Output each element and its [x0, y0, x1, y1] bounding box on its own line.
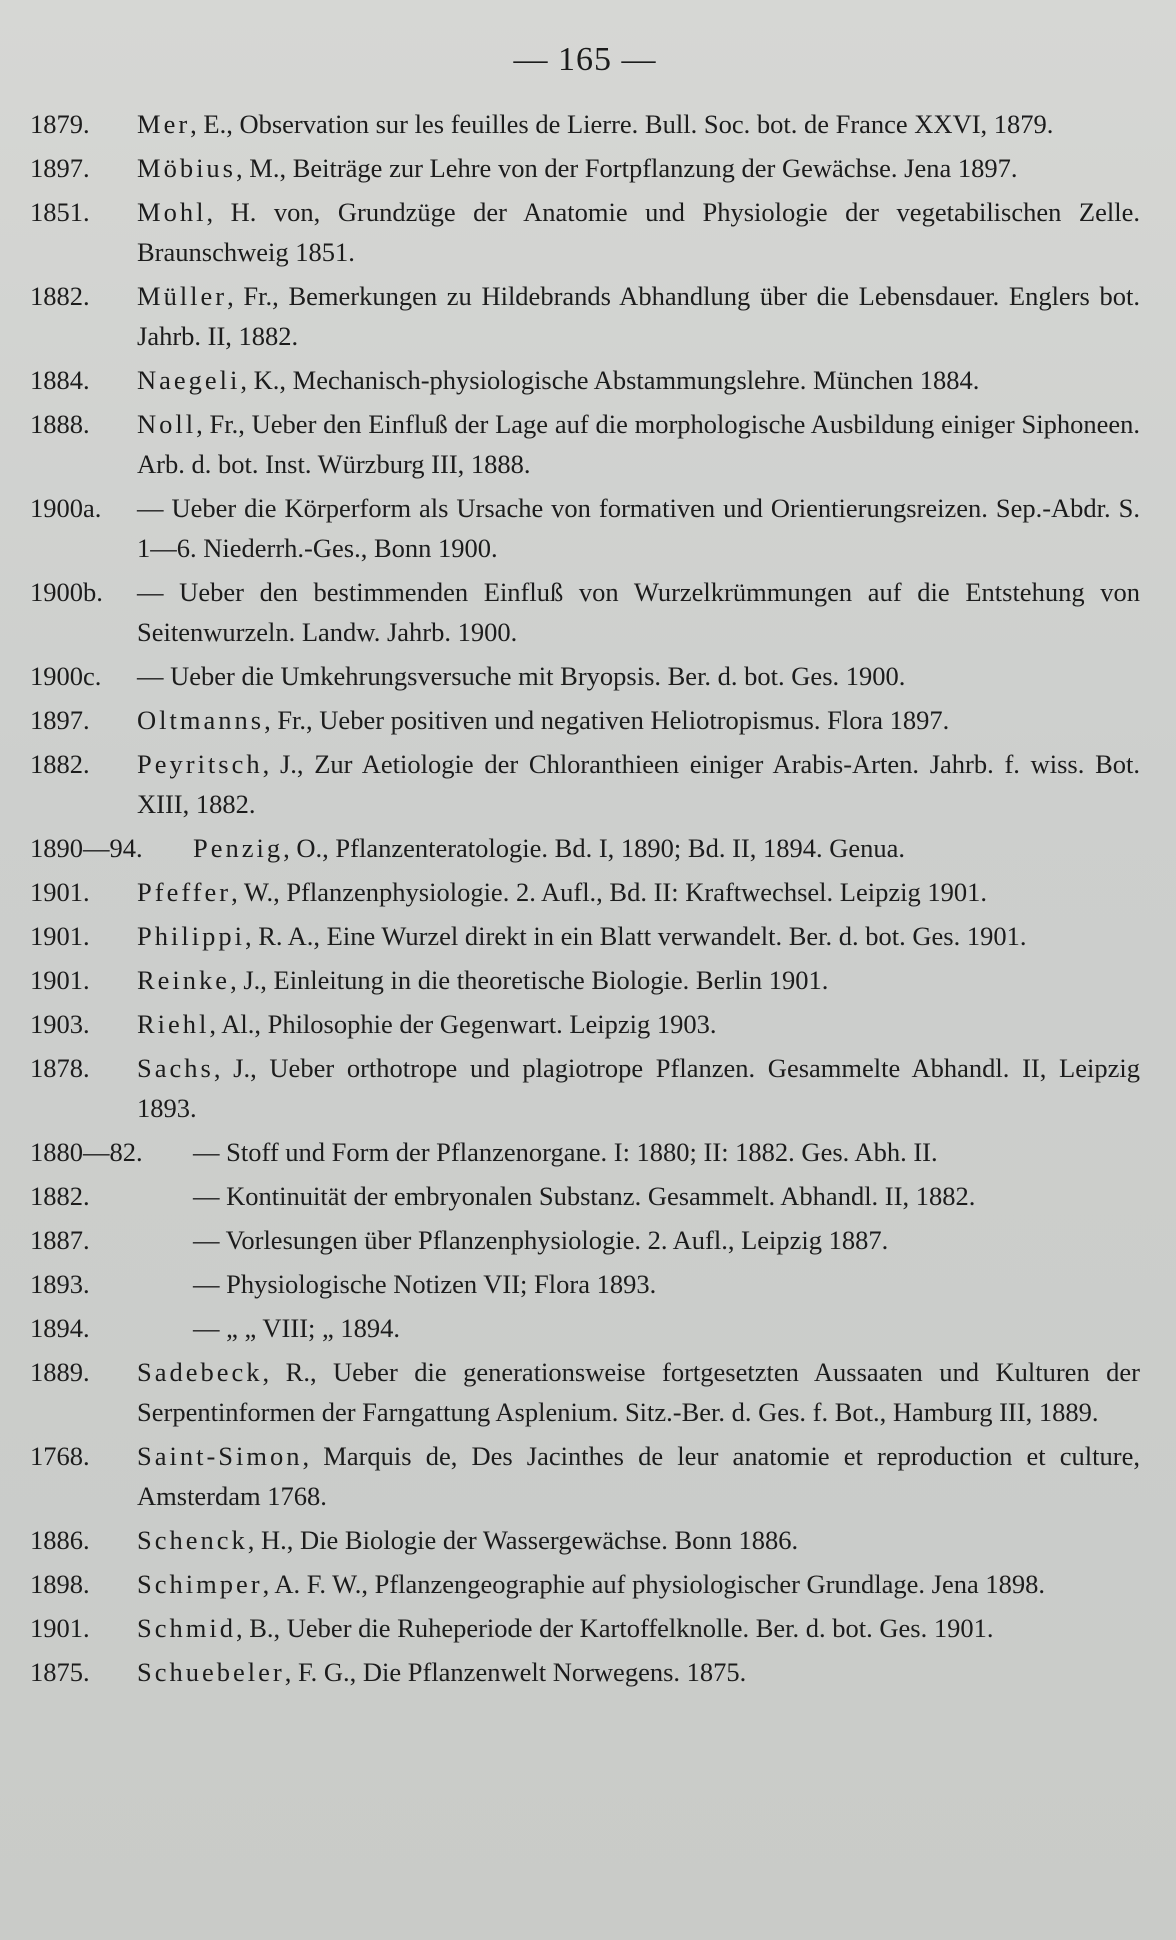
entry-year: 1901.: [30, 877, 90, 907]
entry-citation: , J., Zur Aetiologie der Chloranthieen einiger Arabis-Arten. Jahrb. f. wiss. Bot. XIII, 1882.: [137, 749, 1140, 819]
entry-author: Mohl: [137, 197, 207, 227]
bibliography-entry: [30, 916, 1140, 956]
bibliography-entry: [30, 700, 1140, 740]
entry-text: [137, 1004, 1140, 1044]
entry-citation: — Ueber den bestimmenden Einfluß von Wurzelkrümmungen auf die Entstehung von Seitenwurzeln. Landw. Jahrb. 1900.: [137, 577, 1140, 647]
entry-text: [193, 1220, 1140, 1260]
entry-citation: , Marquis de, Des Jacinthes de leur anatomie et reproduction et culture, Amsterdam 1768.: [137, 1441, 1140, 1511]
entry-citation: , J., Einleitung in die theoretische Biologie. Berlin 1901.: [230, 965, 829, 995]
entry-text: [137, 192, 1140, 272]
entry-citation: , B., Ueber die Ruheperiode der Kartoffelknolle. Ber. d. bot. Ges. 1901.: [235, 1613, 994, 1643]
bibliography-entry: [30, 656, 1140, 696]
entry-text: [137, 1608, 1140, 1648]
entry-text: [137, 744, 1140, 824]
bibliography-entry: [30, 404, 1140, 484]
entry-citation: , Fr., Ueber den Einfluß der Lage auf die morphologische Ausbildung einiger Siphoneen. Arb. d. bot. Inst. Würzburg III, 1888.: [137, 409, 1140, 479]
entry-citation: — Ueber die Umkehrungsversuche mit Bryopsis. Ber. d. bot. Ges. 1900.: [137, 661, 906, 691]
entry-text: [137, 404, 1140, 484]
entry-author: Philippi: [137, 921, 245, 951]
bibliography-entry: [30, 104, 1140, 144]
entry-text: [193, 828, 1140, 868]
entry-text: [137, 572, 1140, 652]
bibliography-entry: [30, 828, 1140, 868]
entry-citation: — Physiologische Notizen VII; Flora 1893.: [193, 1269, 657, 1299]
entry-citation: , K., Mechanisch-physiologische Abstammungslehre. München 1884.: [240, 365, 980, 395]
entry-citation: , Fr., Bemerkungen zu Hildebrands Abhandlung über die Lebensdauer. Englers bot. Jahrb. II, 1882.: [137, 281, 1140, 351]
entry-year: 1900b.: [30, 577, 103, 607]
entry-citation: , Fr., Ueber positiven und negativen Heliotropismus. Flora 1897.: [264, 705, 950, 735]
entry-text: [137, 1436, 1140, 1516]
entry-author: Reinke: [137, 965, 231, 995]
entry-citation: , H. von, Grundzüge der Anatomie und Physiologie der vegetabilischen Zelle. Braunschweig 1851.: [137, 197, 1140, 267]
entry-year: 1901.: [30, 1613, 90, 1643]
entry-author: Sadebeck: [137, 1357, 263, 1387]
bibliography-entry: [30, 276, 1140, 356]
entry-year: 1887.: [30, 1225, 90, 1255]
entry-text: [137, 1564, 1140, 1604]
entry-text: [193, 1176, 1140, 1216]
bibliography-entry: [30, 1352, 1140, 1432]
entry-author: Pfeffer: [137, 877, 232, 907]
entry-year: 1882.: [30, 749, 90, 779]
entry-year: 1893.: [30, 1269, 90, 1299]
entry-author: Oltmanns: [137, 705, 265, 735]
bibliography-entry: [30, 1220, 1140, 1260]
bibliography-entry: [30, 1264, 1140, 1304]
entry-citation: , W., Pflanzenphysiologie. 2. Aufl., Bd. II: Kraftwechsel. Leipzig 1901.: [231, 877, 987, 907]
bibliography-entry: [30, 360, 1140, 400]
entry-text: [137, 1652, 1140, 1692]
page-number: — 165 —: [513, 41, 657, 78]
bibliography-entry: [30, 1048, 1140, 1128]
entry-year: 1878.: [30, 1053, 90, 1083]
entry-author: Mer: [137, 109, 191, 139]
entry-author: Riehl: [137, 1009, 210, 1039]
bibliography-entry: [30, 148, 1140, 188]
entry-text: [193, 1264, 1140, 1304]
bibliography-entry: [30, 488, 1140, 568]
entry-author: Peyritsch: [137, 749, 263, 779]
entry-text: [137, 960, 1140, 1000]
entry-text: [137, 104, 1140, 144]
entry-author: Möbius: [137, 153, 236, 183]
entry-citation: , M., Beiträge zur Lehre von der Fortpflanzung der Gewächse. Jena 1897.: [236, 153, 1018, 183]
entry-year: 1879.: [30, 109, 90, 139]
entry-citation: , O., Pflanzenteratologie. Bd. I, 1890; Bd. II, 1894. Genua.: [283, 833, 906, 863]
entry-citation: , R. A., Eine Wurzel direkt in ein Blatt verwandelt. Ber. d. bot. Ges. 1901.: [244, 921, 1027, 951]
bibliography-entry: [30, 1176, 1140, 1216]
entry-text: [193, 1132, 1140, 1172]
entry-author: Saint-Simon: [137, 1441, 303, 1471]
entry-text: [137, 1520, 1140, 1560]
entry-author: Schimper: [137, 1569, 263, 1599]
bibliography-entry: [30, 744, 1140, 824]
entry-year: 1889.: [30, 1357, 90, 1387]
entry-text: [137, 656, 1140, 696]
entry-text: [137, 276, 1140, 356]
entry-year: 1903.: [30, 1009, 90, 1039]
entry-year: 1900a.: [30, 493, 102, 523]
entry-text: [137, 916, 1140, 956]
bibliography-entry: [30, 1132, 1140, 1172]
entry-citation: , F. G., Die Pflanzenwelt Norwegens. 1875.: [284, 1657, 747, 1687]
entry-citation: , Al., Philosophie der Gegenwart. Leipzig 1903.: [209, 1009, 717, 1039]
bibliography-entry: [30, 1308, 1140, 1348]
entry-text: [137, 1352, 1140, 1432]
entry-author: Naegeli: [137, 365, 241, 395]
bibliography-entry: [30, 572, 1140, 652]
entry-author: Schenck: [137, 1525, 248, 1555]
entry-year: 1890—94.: [30, 833, 143, 863]
bibliography-entry: [30, 1608, 1140, 1648]
entry-year: 1880—82.: [30, 1137, 143, 1167]
entry-citation: — Ueber die Körperform als Ursache von formativen und Orientierungsreizen. Sep.-Abdr. S. 1—6. Niederrh.-Ges., Bonn 1900.: [137, 493, 1140, 563]
entry-author: Schmid: [137, 1613, 236, 1643]
entry-citation: — „ „ VIII; „ 1894.: [193, 1313, 401, 1343]
bibliography-entry: [30, 1436, 1140, 1516]
entry-text: [193, 1308, 1140, 1348]
entry-text: [137, 1048, 1140, 1128]
entry-year: 1900c.: [30, 661, 102, 691]
entry-author: Müller: [137, 281, 228, 311]
entry-author: Sachs: [137, 1053, 214, 1083]
entry-author: Noll: [137, 409, 197, 439]
entry-text: [137, 700, 1140, 740]
entry-citation: , J., Ueber orthotrope und plagiotrope Pflanzen. Gesammelte Abhandl. II, Leipzig 1893.: [137, 1053, 1140, 1123]
entry-author: Penzig: [193, 833, 284, 863]
bibliography-entry: [30, 1564, 1140, 1604]
entry-year: 1901.: [30, 921, 90, 951]
entry-citation: — Vorlesungen über Pflanzenphysiologie. 2. Aufl., Leipzig 1887.: [193, 1225, 889, 1255]
bibliography-entry: [30, 1004, 1140, 1044]
entry-citation: , H., Die Biologie der Wassergewächse. Bonn 1886.: [247, 1525, 799, 1555]
entry-citation: , A. F. W., Pflanzengeographie auf physiologischer Grundlage. Jena 1898.: [262, 1569, 1045, 1599]
entry-citation: — Stoff und Form der Pflanzenorgane. I: 1880; II: 1882. Ges. Abh. II.: [193, 1137, 938, 1167]
entry-year: 1897.: [30, 153, 90, 183]
bibliography-entry: [30, 872, 1140, 912]
entry-year: 1888.: [30, 409, 90, 439]
bibliography-entry: [30, 192, 1140, 272]
bibliography-entry: [30, 1652, 1140, 1692]
entry-year: 1884.: [30, 365, 90, 395]
entry-year: 1882.: [30, 281, 90, 311]
entry-year: 1901.: [30, 965, 90, 995]
entry-text: [137, 872, 1140, 912]
entry-year: 1894.: [30, 1313, 90, 1343]
entry-citation: , R., Ueber die generationsweise fortgesetzten Aussaaten und Kulturen der Serpentinformen der Farngattung Asplenium. Sitz.-Ber. d. Ges. f. Bot., Hamburg III, 1889.: [137, 1357, 1140, 1427]
bibliography-entry: [30, 960, 1140, 1000]
entry-year: 1851.: [30, 197, 90, 227]
entry-text: [137, 148, 1140, 188]
entry-year: 1886.: [30, 1525, 90, 1555]
entry-citation: , E., Observation sur les feuilles de Lierre. Bull. Soc. bot. de France XXVI, 1879.: [190, 109, 1054, 139]
entry-author: Schuebeler: [137, 1657, 285, 1687]
entry-year: 1875.: [30, 1657, 90, 1687]
entry-year: 1898.: [30, 1569, 90, 1599]
entry-text: [137, 488, 1140, 568]
entry-year: 1897.: [30, 705, 90, 735]
bibliography-entry: [30, 1520, 1140, 1560]
entry-citation: — Kontinuität der embryonalen Substanz. Gesammelt. Abhandl. II, 1882.: [193, 1181, 976, 1211]
bibliography-list: [30, 104, 1140, 1692]
entry-year: 1882.: [30, 1181, 90, 1211]
entry-year: 1768.: [30, 1441, 90, 1471]
entry-text: [137, 360, 1140, 400]
